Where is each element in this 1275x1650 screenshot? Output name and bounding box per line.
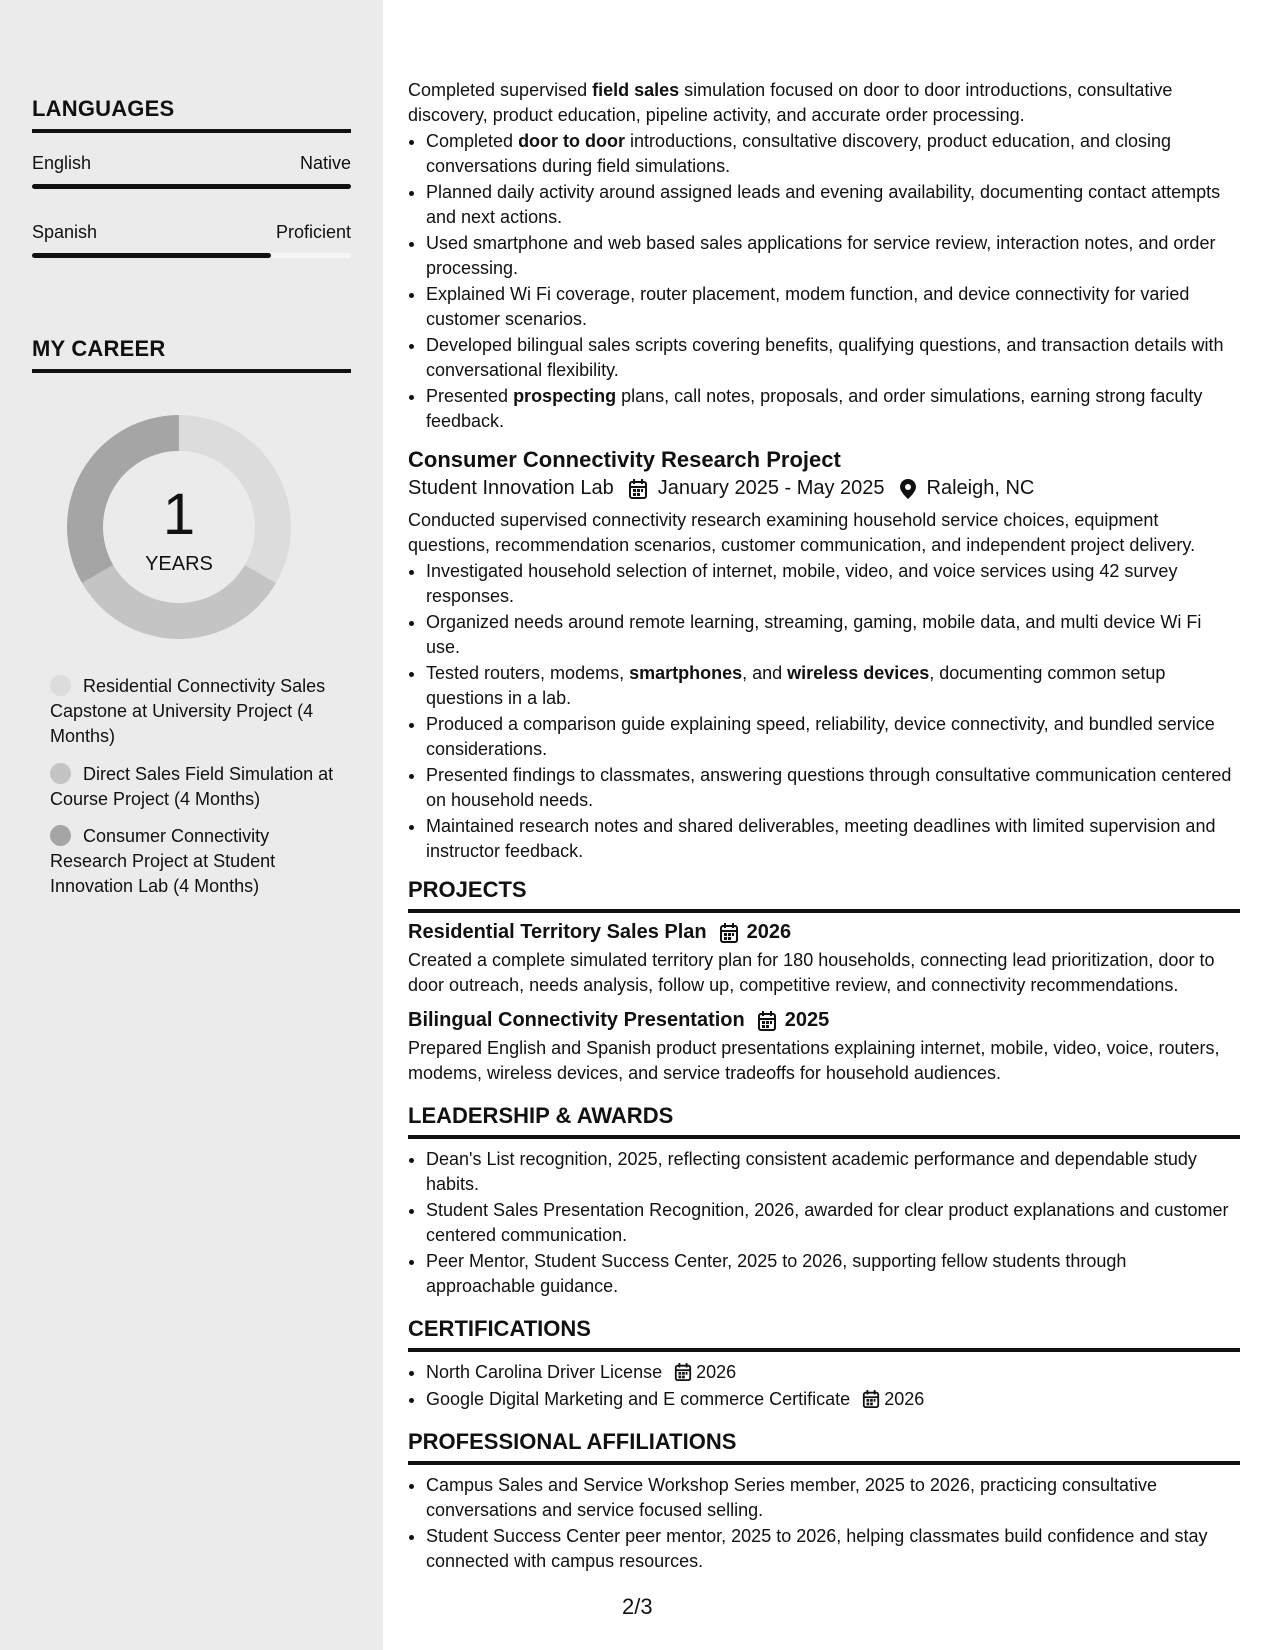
career-years-value: 1 [162,482,196,547]
bold-keyword: prospecting [513,386,617,406]
bold-keyword: field sales [592,80,680,100]
list-item [426,129,1240,178]
project-year: 2026 [746,921,792,943]
text-span: introductions, consultative discovery, product education, and closing conversations during field simulations. [426,131,1172,176]
list-item: • Presented findings to classmates, answering questions through consultative communication centered on household needs. [426,763,1240,812]
main-content [408,78,1240,1575]
job-dates: January 2025 - May 2025 [657,477,885,499]
list-item: • Used smartphone and web based sales applications for service review, interaction notes, and order processing. [426,231,1240,280]
project-title-row [408,921,1240,944]
legend-dot [50,825,71,846]
languages-heading: LANGUAGES [32,96,351,133]
experience-bullets [408,129,1240,433]
donut-segment-2 [82,565,276,639]
list-item: • Peer Mentor, Student Success Center, 2025 to 2026, supporting fellow students through approachable guidance. [426,1249,1240,1298]
certification-year: 2026 [696,1362,737,1382]
legend-dot [50,675,71,696]
career-donut-chart [66,414,292,640]
job-organization: Student Innovation Lab [408,477,614,499]
certification-year: 2026 [884,1388,925,1409]
list-item: • Explained Wi Fi coverage, router placement, modem function, and device connectivity for varied customer scenarios. [426,282,1240,331]
language-row-spanish [32,222,351,243]
job-location: Raleigh, NC [926,477,1035,499]
project-description: Prepared English and Spanish product presentations explaining internet, mobile, video, voice, routers, modems, wireless devices, and service tradeoffs for household audiences. [408,1038,1220,1083]
career-legend-item [50,824,335,899]
job-bullets [408,559,1240,863]
text-span: Tested routers, modems, [426,663,630,683]
bold-keyword: door to door [518,131,626,151]
job-meta [408,477,1240,500]
language-level: Proficient [275,222,351,242]
project-title: Residential Territory Sales Plan [408,921,707,943]
language-name: Spanish [32,222,98,242]
list-item: • Produced a comparison guide explaining speed, reliability, device connectivity, and bundled service considerations. [426,712,1240,761]
legend-label: Consumer Connectivity Research Project at Student Innovation Lab (4 Months) [50,826,276,896]
list-item: • Planned daily activity around assigned leads and evening availability, documenting contact attempts and next actions. [426,180,1240,229]
leadership-heading: LEADERSHIP & AWARDS [408,1103,1240,1139]
list-item: • Investigated household selection of internet, mobile, video, and voice services using 42 survey responses. [426,559,1240,608]
legend-label: Residential Connectivity Sales Capstone at University Project (4 Months) [50,676,326,746]
projects-heading: PROJECTS [408,877,1240,913]
calendar-icon [628,478,648,500]
text-span: Presented [426,386,514,406]
page-number: 2/3 [622,1594,653,1619]
certification-name: • Google Digital Marketing and E commerce Certificate [426,1388,851,1409]
calendar-icon [674,1362,692,1382]
career-legend-item [50,674,335,749]
list-item [426,1387,1240,1412]
list-item: • Campus Sales and Service Workshop Series member, 2025 to 2026, practicing consultative conversations and service focused selling. [426,1473,1240,1522]
list-item: • Student Success Center peer mentor, 2025 to 2026, helping classmates build confidence and stay connected with campus resources. [426,1524,1240,1573]
bold-keyword: smartphones [629,663,743,683]
language-bar-english [32,184,351,189]
language-level: Native [299,153,351,173]
calendar-icon [719,922,739,944]
job-summary: Conducted supervised connectivity research examining household service choices, equipment questions, recommendation scenarios, customer communication, and independent project delivery. [408,510,1196,555]
career-heading: MY CAREER [32,336,351,373]
experience-summary [408,78,1240,127]
affiliations-list [408,1473,1240,1573]
location-pin-icon [899,478,917,500]
list-item [426,384,1240,433]
job-title: Consumer Connectivity Research Project [408,447,841,472]
language-row-english [32,153,351,174]
text-span: simulation focused on door to door introductions, consultative discovery, product education, pipeline activity, and accurate order processing. [408,80,1173,125]
project-title: Bilingual Connectivity Presentation [408,1009,745,1031]
text-span: plans, call notes, proposals, and order simulations, earning strong faculty feedback. [426,386,1203,431]
text-span: Completed supervised [408,80,593,100]
list-item: • Developed bilingual sales scripts covering benefits, qualifying questions, and transaction details with conversational flexibility. [426,333,1240,382]
list-item: • Organized needs around remote learning, streaming, gaming, mobile data, and multi device Wi Fi use. [426,610,1240,659]
list-item [426,661,1240,710]
project-description: Created a complete simulated territory plan for 180 households, connecting lead prioritization, door to door outreach, needs analysis, follow up, competitive review, and connectivity recommendations. [408,950,1215,995]
calendar-icon [757,1010,777,1032]
legend-dot [50,763,71,784]
language-bar-spanish [32,253,351,258]
language-name: English [32,153,92,173]
language-bar-fill [32,253,271,258]
text-span: Completed [426,131,519,151]
sidebar [0,0,383,1650]
certifications-heading: CERTIFICATIONS [408,1316,1240,1352]
project-year: 2025 [784,1009,830,1031]
list-item: • Dean's List recognition, 2025, reflecting consistent academic performance and dependable study habits. [426,1147,1240,1196]
leadership-list [408,1147,1240,1298]
list-item: • Maintained research notes and shared deliverables, meeting deadlines with limited supervision and instructor feedback. [426,814,1240,863]
list-item: • Student Sales Presentation Recognition, 2026, awarded for clear product explanations and customer centered communication. [426,1198,1240,1247]
legend-label: Direct Sales Field Simulation at Course Project (4 Months) [50,764,334,809]
language-bar-fill [32,184,351,189]
career-legend-item [50,762,335,812]
list-item [426,1360,1240,1385]
affiliations-heading: PROFESSIONAL AFFILIATIONS [408,1429,1240,1465]
text-span: , and [742,663,788,683]
bold-keyword: wireless devices [787,663,930,683]
text-span: , documenting common setup questions in a lab. [426,663,1166,708]
career-years-label: YEARS [145,553,213,575]
certifications-list [408,1360,1240,1411]
certification-name: • North Carolina Driver License [426,1362,663,1382]
calendar-icon [862,1389,880,1409]
project-title-row [408,1009,1240,1032]
